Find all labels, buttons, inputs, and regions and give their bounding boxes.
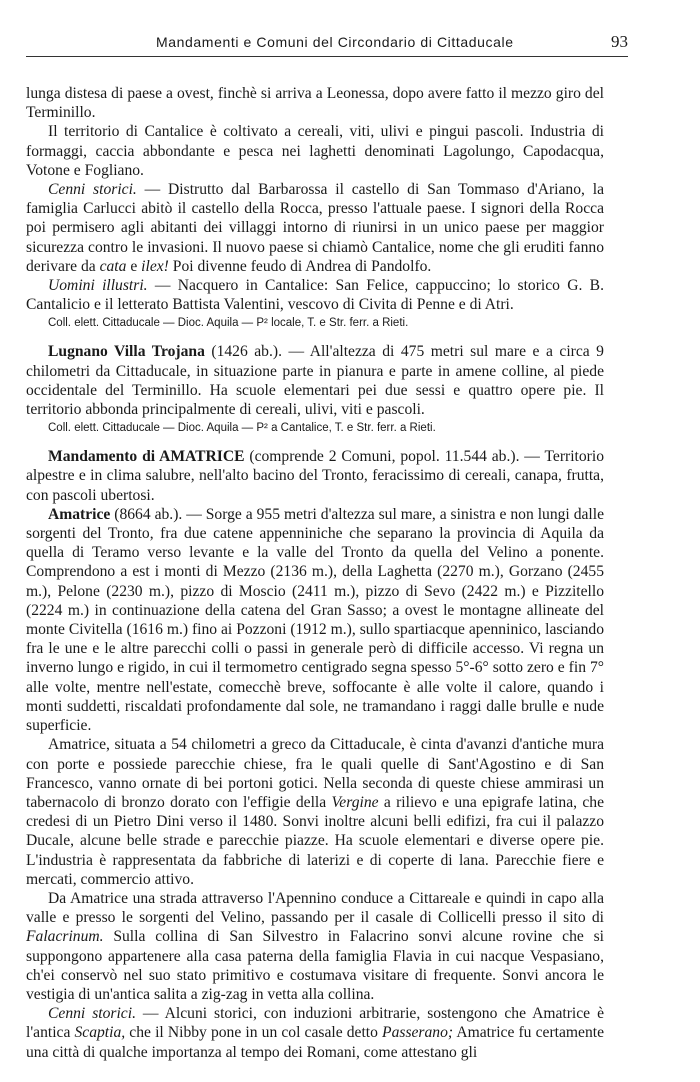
- text-run: (comprende 2 Comuni, popol. 11.544 ab.). — Territorio alpestre e in clima salubre, nell'alto bacino del Tronto, feracissimo di cereali, canapa, frutta, con pascoli ubertosi.: [26, 448, 604, 504]
- italic-term: Falacrinum.: [26, 928, 104, 946]
- text-run: Poi divenne feudo di Andrea di Pandolfo.: [168, 257, 432, 275]
- text-run: e: [126, 257, 142, 275]
- paragraph: lunga distesa di paese a ovest, finchè si arriva a Leonessa, dopo avere fatto il mezzo giro del Terminillo.: [26, 85, 604, 122]
- paragraph: [26, 1004, 604, 1062]
- page-number: 93: [611, 32, 628, 51]
- text-run: Amatrice, situata a 54 chilometri a greco da Cittaducale, è cinta d'avanzi d'antiche mura con porte e possiede parecchie chiese, fra le quali quelle di Sant'Agostino e di San Francesco, vanno ornate di bei portoni gotici. Nella seconda di queste chiese ammirasi un tabernacolo di bronzo dorato con l'effigie della: [26, 736, 604, 811]
- body-text: [26, 84, 604, 1062]
- italic-term: Passerano;: [382, 1024, 454, 1042]
- section-lead: Uomini illustri.: [48, 277, 148, 295]
- italic-term: Vergine: [331, 793, 379, 811]
- text-run: Da Amatrice una strada attraverso l'Apennino conduce a Cittareale e quindi in capo alla valle e presso le sorgenti del Velino, passando per il casale di Collicelli presso il sito di: [26, 889, 604, 927]
- text-run: (8664 ab.). — Sorge a 955 metri d'altezza sul mare, a sinistra e non lungi dalle sorgenti del Tronto, fra due catene appenniniche che separano la provincia di Aquila da quella di Teramo verso levante e la valle del Tronto da quella del Velino a ponente. Comprendono a est i monti di Mezzo (2136 m.), della Laghetta (2270 m.), Gorzano (2455 m.), Pelone (2230 m.), pizzo di Moscio (2411 m.), pizzo di Sevo (2422 m.) e Pizzitello (2224 m.) in continuazione della catena del Gran Sasso; a ovest le montagne allineate del monte Civitella (1616 m.) fino ai Pozzoni (1912 m.), sullo spartiacque apenninico, lasciando fra le une e le altre parecchi colli o passi in generale però di difficile accesso. Vi regna un inverno lungo e rigido, in cui il termometro centigrado segna spesso 5°-6° sotto zero e fin 7° alle volte, mentre nell'estate, comecchè breve, soffocante è alle volte il calore, quando i monti suddetti, riscaldati profondamente dal sole, ne tramandano i raggi dalle brulle e nude superficie.: [26, 505, 604, 735]
- paragraph: [26, 276, 604, 314]
- text-run: (1426 ab.). — All'altezza di 475 metri sul mare e a circa 9 chilometri da Cittaducale, in situazione parte in pianura e parte in amene colline, al piede occidentale del Terminillo. Ha scuole elementari pei due sessi e quattro opere pie. Il territorio abbonda principalmente di cereali, ulivi, viti e pascoli.: [26, 343, 604, 419]
- entry-title: Amatrice: [48, 505, 111, 523]
- paragraph: [26, 180, 604, 276]
- text-run: — Distrutto dal Barbarossa il castello di San Tommaso d'Ariano, la famiglia Carlucci abitò il castello della Rocca, presso l'attuale paese. I signori della Rocca poi permisero agli abitanti dei villaggi intorno di riunirsi in un unico paese per maggior sicurezza contro le invasioni. Il nuovo paese si chiamò Cantalice, nome che gli eruditi fanno derivare da: [26, 181, 604, 275]
- italic-term: cata: [99, 257, 127, 275]
- text-run: a rilievo e una epigrafe latina, che credesi di un Pietro Dini verso il 1480. Sonvi inoltre alcuni belli edifizi, fra cui il palazzo Ducale, alcune belle strade e parecchie piazze. Ha scuole elementari e diverse opere pie. L'industria è rappresentata da fabbriche di laterizi e di coperte di lana. Parecchie fiere e mercati, commercio attivo.: [26, 793, 604, 888]
- paragraph: Il territorio di Cantalice è coltivato a cereali, viti, ulivi e pingui pascoli. Industria di formaggi, caccia abbondante e pesca nei laghetti denominati Lagolungo, Capodacqua, Votone e Fogliano.: [26, 123, 604, 179]
- footnote-line: Coll. elett. Cittaducale — Dioc. Aquila — P² a Cantalice, T. e Str. ferr. a Rieti.: [48, 422, 436, 435]
- paragraph: [26, 342, 604, 419]
- section-lead: Cenni storici.: [48, 181, 137, 199]
- footnote-line: Coll. elett. Cittaducale — Dioc. Aquila — P² locale, T. e Str. ferr. a Rieti.: [48, 317, 409, 330]
- paragraph: [26, 889, 604, 1004]
- running-title: Mandamenti e Comuni del Circondario di Cittaducale: [156, 34, 514, 50]
- text-run: Amatrice fu certamente una città di qualche importanza al tempo dei Romani, come attestano gli: [26, 1024, 604, 1061]
- paragraph: [26, 505, 604, 735]
- italic-term: ilex!: [141, 257, 169, 275]
- text-run: — Alcuni storici, con induzioni arbitrarie, sostengono che Amatrice è l'antica: [26, 1005, 604, 1042]
- text-run: che il Nibby pone in un col casale detto: [125, 1024, 383, 1042]
- entry-title: Mandamento di AMATRICE: [48, 448, 245, 466]
- paragraph: [26, 735, 604, 889]
- section-lead: Cenni storici.: [48, 1005, 136, 1023]
- paragraph: [26, 447, 604, 505]
- text-run: Sulla collina di San Silvestro in Falacrino sonvi alcune rovine che si suppongono appartenere alla casa paterna della famiglia Flavia in cui nacque Vespasiano, ch'ei conservò nel suo stato primitivo e costumava visitare di frequente. Sonvi ancora le vestigia di un'antica salita a zig-zag in vetta alla collina.: [26, 928, 604, 1003]
- entry-title: Lugnano Villa Trojana: [48, 343, 205, 361]
- italic-term: Scaptia,: [74, 1024, 126, 1042]
- text-run: — Nacquero in Cantalice: San Felice, cappuccino; lo storico G. B. Cantalicio e il letterato Battista Valentini, vescovo di Civita di Penne e di Atri.: [26, 277, 604, 314]
- running-header: [26, 34, 628, 57]
